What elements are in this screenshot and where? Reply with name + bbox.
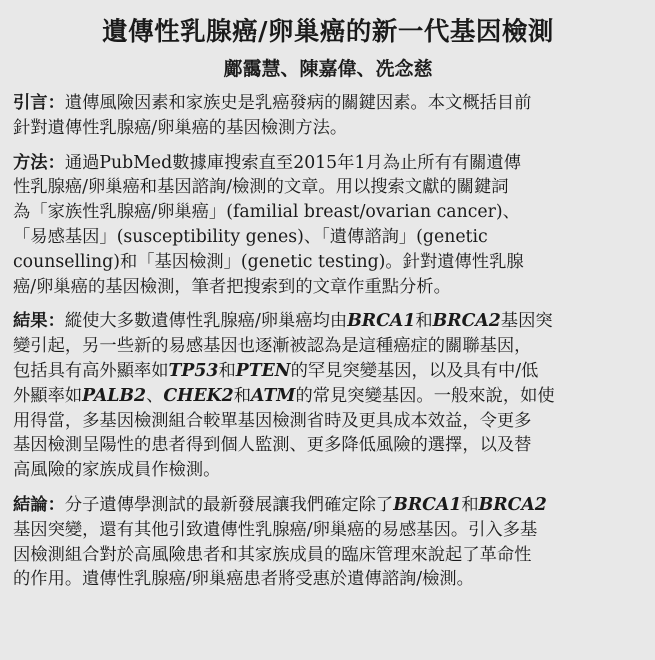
methods-line-2: 性乳腺癌/卵巢癌和基因諮詢/檢測的文章。用以搜索文獻的關鍵詞 (13, 177, 509, 198)
section-results (13, 309, 643, 483)
gene-name: CHEK2 (163, 385, 234, 406)
gene-name: BRCA2 (432, 311, 501, 332)
conclusion-line-2: 基因突變，還有其他引致遺傳性乳腺癌/卵巢癌的易感基因。引入多基 (13, 519, 538, 540)
intro-line-2: 針對遺傳性乳腺癌/卵巢癌的基因檢測方法。 (13, 117, 348, 138)
results-line-7: 高風險的家族成員作檢測。 (13, 460, 221, 481)
results-text: 縱使大多數遺傳性乳腺癌/卵巢癌均由 (64, 311, 348, 332)
results-text: 的常見突變基因。一般來說，如使 (295, 385, 555, 406)
results-line-6: 基因檢測呈陽性的患者得到個人監測、更多降低風險的選擇，以及替 (13, 435, 532, 456)
results-text: 的罕見突變基因，以及具有中/低 (290, 360, 539, 381)
conclusion-text: 和 (461, 494, 479, 515)
gene-name: BRCA2 (478, 494, 547, 515)
results-text: 外顯率如 (13, 385, 83, 406)
results-text: 和 (233, 385, 251, 406)
results-line-4 (13, 384, 643, 409)
section-intro (13, 91, 643, 141)
gene-name: BRCA1 (347, 311, 416, 332)
results-text: 和 (415, 311, 433, 332)
methods-line-4: 「易感基因」(susceptibility genes)、「遺傳諮詢」(genetic (13, 226, 488, 247)
results-text: 基因突 (500, 311, 553, 332)
intro-label: 引言： (13, 93, 65, 113)
gene-name: ATM (250, 385, 296, 406)
conclusion-text: 分子遺傳學測試的最新發展讓我們確定除了 (64, 494, 394, 515)
gene-name: PTEN (235, 360, 291, 381)
conclusion-label: 結論： (13, 494, 65, 515)
conclusion-line-4: 的作用。遺傳性乳腺癌/卵巢癌患者將受惠於遺傳諮詢/檢測。 (13, 569, 474, 590)
results-line-3 (13, 359, 643, 384)
methods-line-3: 為「家族性乳腺癌/卵巢癌」(familial breast/ovarian cancer)、 (13, 202, 520, 223)
results-text: 包括具有高外顯率如 (13, 360, 169, 381)
intro-text-1: 遺傳風險因素和家族史是乳癌發病的關鍵因素。本文概括目前 (64, 93, 532, 113)
methods-text-1: 通過PubMed數據庫搜索直至2015年1月為止所有有關遺傳 (64, 152, 521, 173)
article-title: 遺傳性乳腺癌/卵巢癌的新一代基因檢測 (102, 17, 554, 47)
results-line-1 (13, 309, 643, 334)
gene-name: BRCA1 (393, 494, 462, 515)
conclusion-line-1 (13, 493, 643, 518)
results-label: 結果： (13, 311, 65, 332)
results-text: 、 (146, 385, 164, 406)
intro-line-1 (13, 91, 643, 116)
author-list: 鄺靄慧、陳嘉偉、冼念慈 (223, 58, 433, 80)
gene-name: PALB2 (82, 385, 147, 406)
methods-label: 方法： (13, 152, 65, 173)
section-conclusion (13, 493, 643, 592)
section-methods (13, 151, 643, 300)
results-line-5: 用得當，多基因檢測組合較單基因檢測省時及更具成本效益，令更多 (13, 410, 532, 431)
methods-line-1 (13, 151, 643, 176)
gene-name: TP53 (168, 360, 219, 381)
methods-line-6: 癌/卵巢癌的基因檢測，筆者把搜索到的文章作重點分析。 (13, 276, 451, 297)
methods-line-5: counselling)和「基因檢測」(genetic testing)。針對遺傳性乳腺 (13, 251, 524, 272)
results-line-2: 變引起，另一些新的易感基因也逐漸被認為是這種癌症的關聯基因， (13, 336, 532, 357)
conclusion-line-3: 因檢測組合對於高風險患者和其家族成員的臨床管理來說起了革命性 (13, 544, 532, 565)
results-text: 和 (218, 360, 236, 381)
